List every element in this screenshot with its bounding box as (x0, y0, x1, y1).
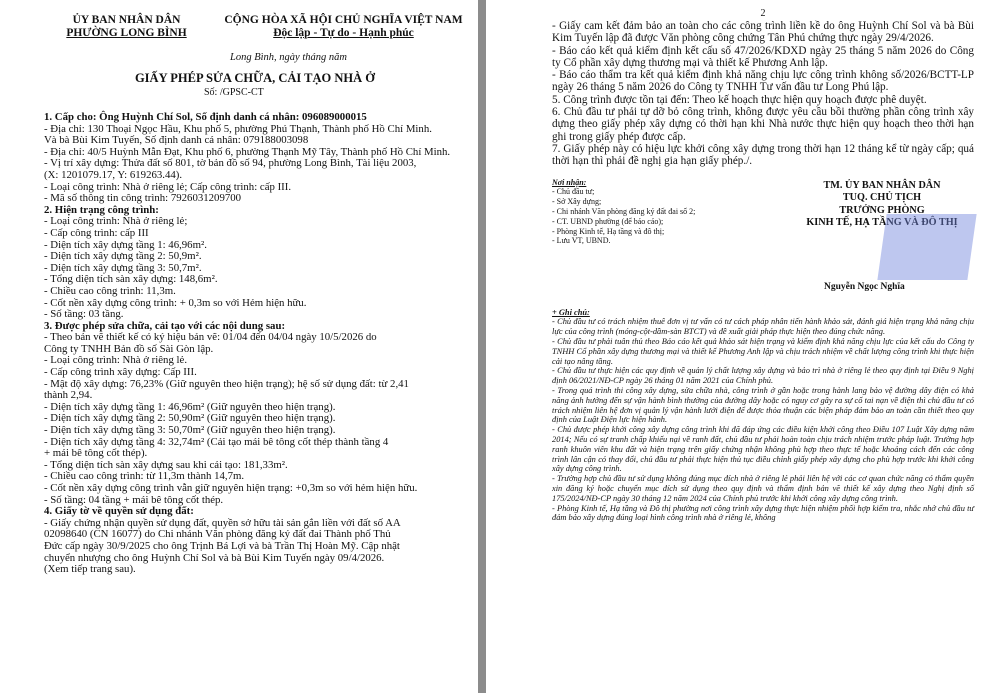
permit-line: 4. Giấy tờ về quyền sử dụng đất: (44, 505, 194, 518)
document-page-2 (486, 0, 988, 693)
permit-line: - Loại công trình: Nhà ở riêng lẻ; (44, 215, 188, 228)
permit-line: - Diện tích xây dựng tầng 4: 32,74m² (Cải tạo mái bê tông cốt thép thành tầng 4 (44, 435, 389, 448)
note-item: - Chủ được phép khởi công xây dựng công trình khi đã đáp ứng các điều kiện khởi công theo Điều 107 Luật Xây dựng năm 2014; Nếu có sự tranh chấp khiếu nại về ranh đất, chủ đầu tư phải hoàn toàn chịu trách nhiệm trước pháp luật. Trường hợp ranh khuôn viên khu đất và hiện trạng trên giấy chứng nhận không phù hợp theo thực tế hoặc khoảng cách đến các công trình lân cận có thay đổi, chủ đầu tư phải thực hiện thủ tục điều chỉnh giấy phép xây dựng cho phù hợp trước khi khởi công xây dựng công trình. (552, 425, 974, 474)
permit-paragraph: - Báo cáo thẩm tra kết quả kiểm định khả năng chịu lực công trình không số/2026/BCTT-LP ngày 26 tháng 5 năm 2026 do Công ty TNHH Tư vấn đầu tư Long Phú lập. (552, 69, 974, 94)
authority-line-2: PHƯỜNG LONG BÌNH (66, 27, 187, 39)
permit-line: - Theo bản vẽ thiết kế có ký hiệu bản vẽ: 01/04 đến 04/04 ngày 10/5/2026 do (44, 331, 377, 344)
recipients-list (552, 187, 752, 246)
permit-line: 3. Được phép sửa chữa, cải tạo với các nội dung sau: (44, 319, 286, 332)
permit-line: - Loại công trình: Nhà ở riêng lẻ; Cấp công trình: cấp III. (44, 180, 292, 193)
issuing-authority (44, 14, 209, 40)
national-name: CỘNG HÒA XÃ HỘI CHỦ NGHĨA VIỆT NAM (224, 14, 463, 26)
permit-line: - Diện tích xây dựng tầng 2: 50,90m² (Giữ nguyên theo hiện trạng). (44, 412, 336, 425)
permit-line: Công ty TNHH Bản đồ số Sài Gòn lập. (44, 342, 214, 355)
national-motto (221, 14, 466, 40)
permit-line: - Diện tích xây dựng tầng 3: 50,7m². (44, 261, 202, 274)
permit-line: - Diện tích xây dựng tầng 2: 50,9m². (44, 250, 202, 263)
permit-line: - Diện tích xây dựng tầng 3: 50,70m² (Giữ nguyên theo hiện trạng). (44, 424, 336, 437)
permit-body-continued (552, 20, 974, 168)
permit-line: - Diện tích xây dựng tầng 1: 46,96m² (Giữ nguyên theo hiện trạng). (44, 400, 336, 413)
permit-line: - Chiều cao công trình: 11,3m. (44, 284, 176, 297)
permit-line: - Mã số thông tin công trình: 7926031209700 (44, 192, 242, 205)
note-item: - Trường hợp chủ đầu tư sử dụng không đúng mục đích nhà ở riêng lẻ phải liên hệ với các cơ quan chức năng có thẩm quyền xin đăng ký hoặc chuyển mục đích sử dụng theo quy định và thẩm định bản vẽ thiết kế xây dựng theo Nghị định số 175/2024/NĐ-CP ngày 30 tháng 12 năm 2024 của Chính phủ trước khi khởi công xây dựng công trình. (552, 474, 974, 503)
recipient-item: - Chủ đầu tư; (552, 187, 595, 197)
recipient-item: - Sở Xây dựng; (552, 197, 602, 207)
permit-line: - Địa chỉ: 40/5 Huỳnh Mẫn Đạt, Khu phố 6, phường Thạnh Mỹ Tây, Thành phố Hồ Chí Minh. (44, 145, 451, 158)
permit-line: (X: 1201079.17, Y: 619263.44). (44, 168, 183, 181)
recipient-item: - Lưu VT, UBND. (552, 236, 611, 246)
permit-line: - Cấp công trình: cấp III (44, 226, 149, 239)
permit-line: - Cốt nền xây dựng công trình vẫn giữ nguyên hiện trạng: +0,3m so với hẻm hiện hữu. (44, 482, 418, 494)
permit-line: - Mật độ xây dựng: 76,23% (Giữ nguyên theo hiện trạng); hệ số sử dụng đất: từ 2,41 (44, 377, 409, 390)
page-number: 2 (760, 8, 766, 19)
signature-area (552, 178, 974, 296)
permit-line: - Chiều cao công trình: từ 11,3m thành 14,7m. (44, 470, 245, 483)
permit-line: - Vị trí xây dựng: Thửa đất số 801, tờ bản đồ số 94, phường Long Bình, Tài liệu 2003, (44, 157, 417, 170)
signer-line: KINH TẾ, HẠ TẦNG VÀ ĐÔ THỊ (806, 217, 958, 229)
recipient-item: - Chi nhánh Văn phòng đăng ký đất đai số 2; (552, 206, 696, 216)
document-page-1 (0, 0, 478, 693)
issue-date: Long Bình, ngày tháng năm (230, 52, 347, 63)
permit-line: Và bà Bùi Kim Tuyến, Số định danh cá nhân: 079188003098 (44, 134, 309, 147)
permit-line: - Tổng diện tích sàn xây dựng: 148,6m². (44, 273, 218, 286)
note-item: - Phòng Kinh tế, Hạ tầng và Đô thị phường nơi công trình xây dựng thực hiện nhiệm phối hợp kiểm tra, nhắc nhở chủ đầu tư đảm bảo xây dựng đúng loại hình công trình nhà ở riêng lẻ, không (552, 503, 974, 523)
digital-signature-stamp (877, 214, 976, 280)
permit-line: Đức cấp ngày 30/9/2025 cho ông Trịnh Bá Lợi và bà Trần Thị Hoàn Mỹ. Cập nhật (44, 539, 400, 552)
permit-line: - Cốt nền xây dựng công trình: + 0,3m so với Hẻm hiện hữu. (44, 296, 307, 309)
permit-line: thành 2,94. (44, 389, 93, 402)
recipient-item: - Phòng Kinh tế, Hạ tầng và đô thị; (552, 226, 665, 236)
permit-line: - Số tầng: 03 tầng. (44, 308, 124, 321)
authority-line-1: ỦY BAN NHÂN DÂN (72, 14, 181, 26)
permit-line: 02098640 (CN 16077) do Chi nhánh Văn phòng đăng ký đất đai Thành phố Thủ (44, 528, 391, 541)
motto: Độc lập - Tự do - Hạnh phúc (273, 27, 414, 39)
note-item: - Chủ đầu tư phải tuân thủ theo Báo cáo kết quả khảo sát hiện trạng và kiểm định khả năng chịu lực của kết cấu do Công ty TNHH Cổ phần xây dựng thương mại và thiết kế Phương Anh lập và chịu trách nhiệm về chất lượng công trình khi thực hiện cải tạo nâng tầng. (552, 336, 974, 366)
document-header (44, 14, 466, 40)
permit-paragraph: 5. Công trình được tồn tại đến: Theo kế hoạch thực hiện quy hoạch được phê duyệt. (552, 93, 927, 106)
permit-body (44, 112, 466, 576)
signer-line: TRƯỞNG PHÒNG (839, 204, 925, 216)
note-item: - Chủ đầu tư thực hiện các quy định về quản lý chất lượng xây dựng và bảo trì nhà ở riêng lẻ theo quy định tại Điều 9 Nghị định 06/2021/NĐ-CP ngày 26 tháng 01 năm 2021 của Chính phủ. (552, 366, 974, 386)
note-item: - Trong quá trình thi công xây dựng, sửa chữa nhà, công trình ở gần hoặc trong hành lang bảo vệ đường dây điện có khả năng ảnh hưởng đến sự vận hành bình thường của đường dây hoặc có nguy cơ gây ra sự cố tai nạn về điện thì chủ đầu tư có trách nhiệm liên hệ đơn vị quản lý vận hành lưới điện để được thỏa thuận các biện pháp đảm bảo an toàn cần thiết theo quy định của Luật Điện lực hiện hành. (552, 385, 974, 425)
document-number: Số: /GPSC-CT (204, 87, 264, 98)
permit-line: - Loại công trình: Nhà ở riêng lẻ. (44, 354, 188, 367)
permit-line: (Xem tiếp trang sau). (44, 563, 136, 576)
permit-paragraph: 7. Giấy phép này có hiệu lực khởi công xây dựng trong thời hạn 12 tháng kể từ ngày cấp; quá thời hạn thì phải đề nghị gia hạn giấy phép./. (552, 142, 974, 168)
permit-line: + mái bê tông cốt thép). (44, 447, 148, 460)
document-title: GIẤY PHÉP SỬA CHỮA, CẢI TẠO NHÀ Ở (134, 71, 376, 85)
permit-line: 1. Cấp cho: Ông Huỳnh Chí Sol, Số định danh cá nhân: 096089000015 (44, 111, 367, 123)
signer-line: TM. ỦY BAN NHÂN DÂN (823, 179, 941, 191)
note-item: - Chủ đầu tư có trách nhiệm thuê đơn vị tư vấn có tư cách pháp nhân tiến hành khảo sát, đánh giá hiện trạng khả năng chịu lực của công trình (móng-cột-dầm-sàn BTCT) và đề xuất giải pháp thực hiện theo đúng chức năng. (552, 317, 974, 337)
recipients-heading: Nơi nhận: (552, 177, 587, 187)
permit-line: - Diện tích xây dựng tầng 1: 46,96m². (44, 238, 207, 251)
permit-line: - Số tầng: 04 tầng + mái bê tông cốt thép. (44, 493, 224, 506)
permit-line: - Địa chỉ: 130 Thoại Ngọc Hầu, Khu phố 5, phường Phú Thạnh, Thành phố Hồ Chí Minh. (44, 122, 432, 135)
notes-heading: + Ghi chú: (552, 307, 590, 317)
signer-name: Nguyễn Ngọc Nghĩa (824, 281, 905, 292)
recipients-block (552, 178, 752, 247)
permit-line: - Cấp công trình xây dựng: Cấp III. (44, 366, 197, 379)
permit-paragraph: - Báo cáo kết quả kiểm định kết cấu số 47/2026/KDXD ngày 25 tháng 5 năm 2026 do Công ty Cổ phần xây dựng thương mại và thiết kế Phương Anh lập. (552, 44, 974, 69)
recipient-item: - CT. UBND phường (để báo cáo); (552, 216, 664, 226)
signer-line: TUQ. CHỦ TỊCH (842, 192, 922, 204)
notes-block (552, 308, 974, 524)
permit-line: - Giấy chứng nhận quyền sử dụng đất, quyền sở hữu tài sản gắn liền với đất số AA (44, 516, 401, 529)
permit-paragraph: - Giấy cam kết đảm bảo an toàn cho các công trình liền kề do ông Huỳnh Chí Sol và bà Bùi Kim Tuyến lập đã được Văn phòng công chứng Tân Phú chứng thực ngày 29/4/2026. (552, 20, 974, 45)
permit-paragraph: 6. Chủ đầu tư phải tự dỡ bỏ công trình, không được yêu cầu bồi thường phần công trình xây dựng theo giấy phép xây dựng có thời hạn khi Nhà nước thực hiện quy hoạch theo thời hạn ghi trong giấy phép được cấp. (552, 106, 974, 143)
permit-line: - Tổng diện tích sàn xây dựng sau khi cải tạo: 181,33m². (44, 458, 288, 471)
notes-list (552, 317, 974, 523)
permit-line: chuyển nhượng cho ông Huỳnh Chí Sol và bà Bùi Kim Tuyến ngày 09/4/2026. (44, 551, 385, 564)
permit-line: 2. Hiện trạng công trình: (44, 203, 159, 216)
